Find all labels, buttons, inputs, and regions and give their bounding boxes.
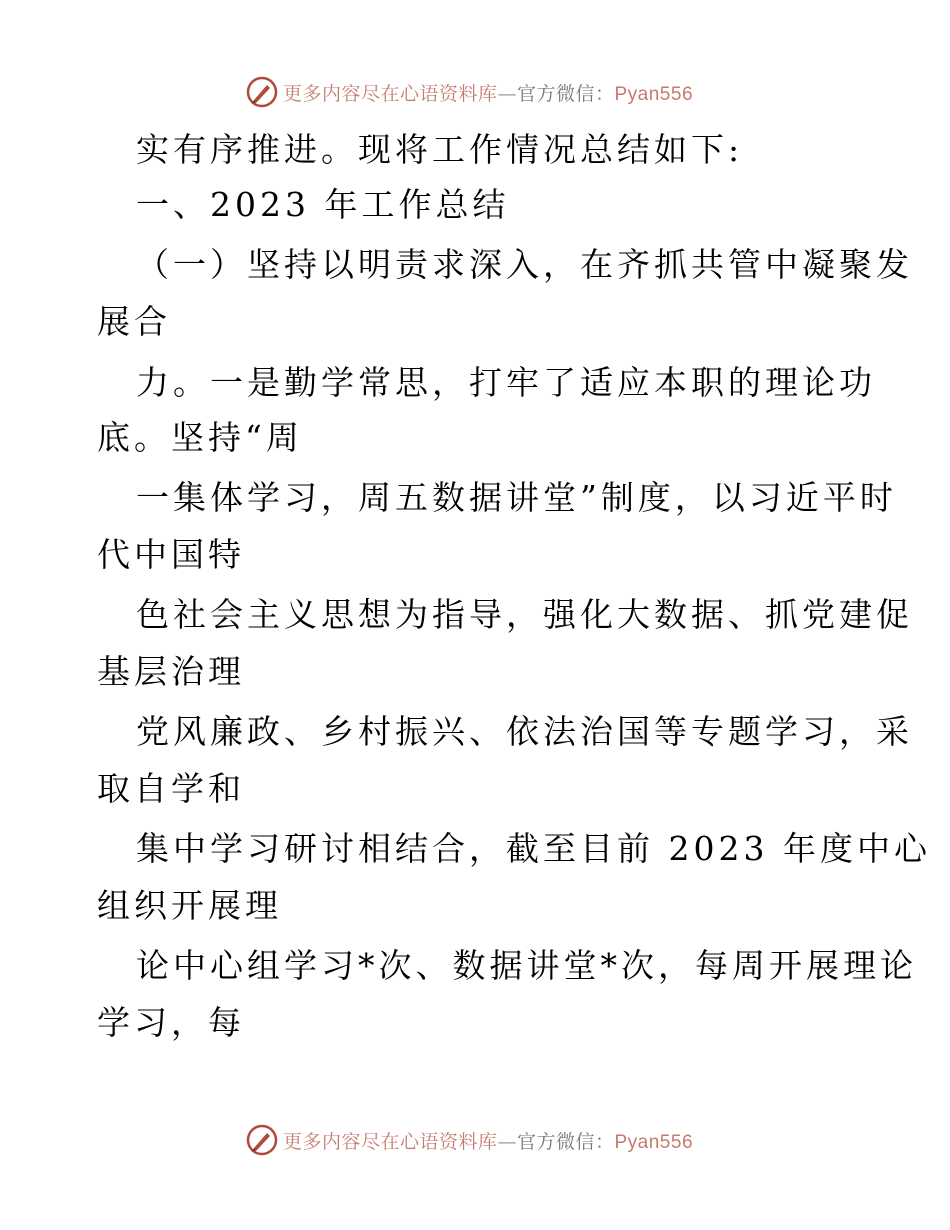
section-heading: 一、2023 年工作总结 xyxy=(136,185,510,224)
text-line: 组织开展理 xyxy=(97,886,282,925)
text-line: 色社会主义思想为指导，强化大数据、抓党建促 xyxy=(136,595,913,634)
watermark-site: 更多内容尽在心语资料库 xyxy=(282,82,498,105)
text-line: （一）坚持以明责求深入，在齐抓共管中凝聚发 xyxy=(136,245,913,284)
text-line: 党风廉政、乡村振兴、依法治国等专题学习，采 xyxy=(136,712,913,751)
text-line: 论中心组学习*次、数据讲堂*次，每周开展理论 xyxy=(136,946,917,985)
pen-logo-icon xyxy=(245,1123,279,1157)
watermark-group xyxy=(245,1123,693,1157)
pen-logo-icon xyxy=(245,75,279,109)
watermark-contact-id: Pyan556 xyxy=(614,1131,694,1153)
watermark-separator: — xyxy=(497,82,517,105)
header-watermark xyxy=(0,72,950,112)
text-line: 实有序推进。现将工作情况总结如下: xyxy=(136,130,744,169)
text-line: 取自学和 xyxy=(97,769,245,808)
text-line: 基层治理 xyxy=(97,652,245,691)
text-line: 代中国特 xyxy=(97,535,245,574)
watermark-contact-id: Pyan556 xyxy=(614,83,694,105)
text-line: 底。坚持“周 xyxy=(97,418,303,457)
text-line: 学习，每 xyxy=(97,1003,245,1042)
footer-watermark xyxy=(0,1120,950,1160)
text-line: 展合 xyxy=(97,302,171,341)
watermark-site: 更多内容尽在心语资料库 xyxy=(282,1130,498,1153)
watermark-text xyxy=(283,1127,693,1154)
watermark-separator: — xyxy=(497,1130,517,1153)
watermark-text xyxy=(283,79,693,106)
text-line: 集中学习研讨相结合，截至目前 2023 年度中心 xyxy=(136,829,931,868)
watermark-contact-label: 官方微信： xyxy=(516,83,615,105)
text-line: 一集体学习，周五数据讲堂”制度，以习近平时 xyxy=(136,478,897,517)
watermark-contact-label: 官方微信： xyxy=(516,1131,615,1153)
text-line: 力。一是勤学常思，打牢了适应本职的理论功 xyxy=(136,363,876,402)
watermark-group xyxy=(245,75,693,109)
